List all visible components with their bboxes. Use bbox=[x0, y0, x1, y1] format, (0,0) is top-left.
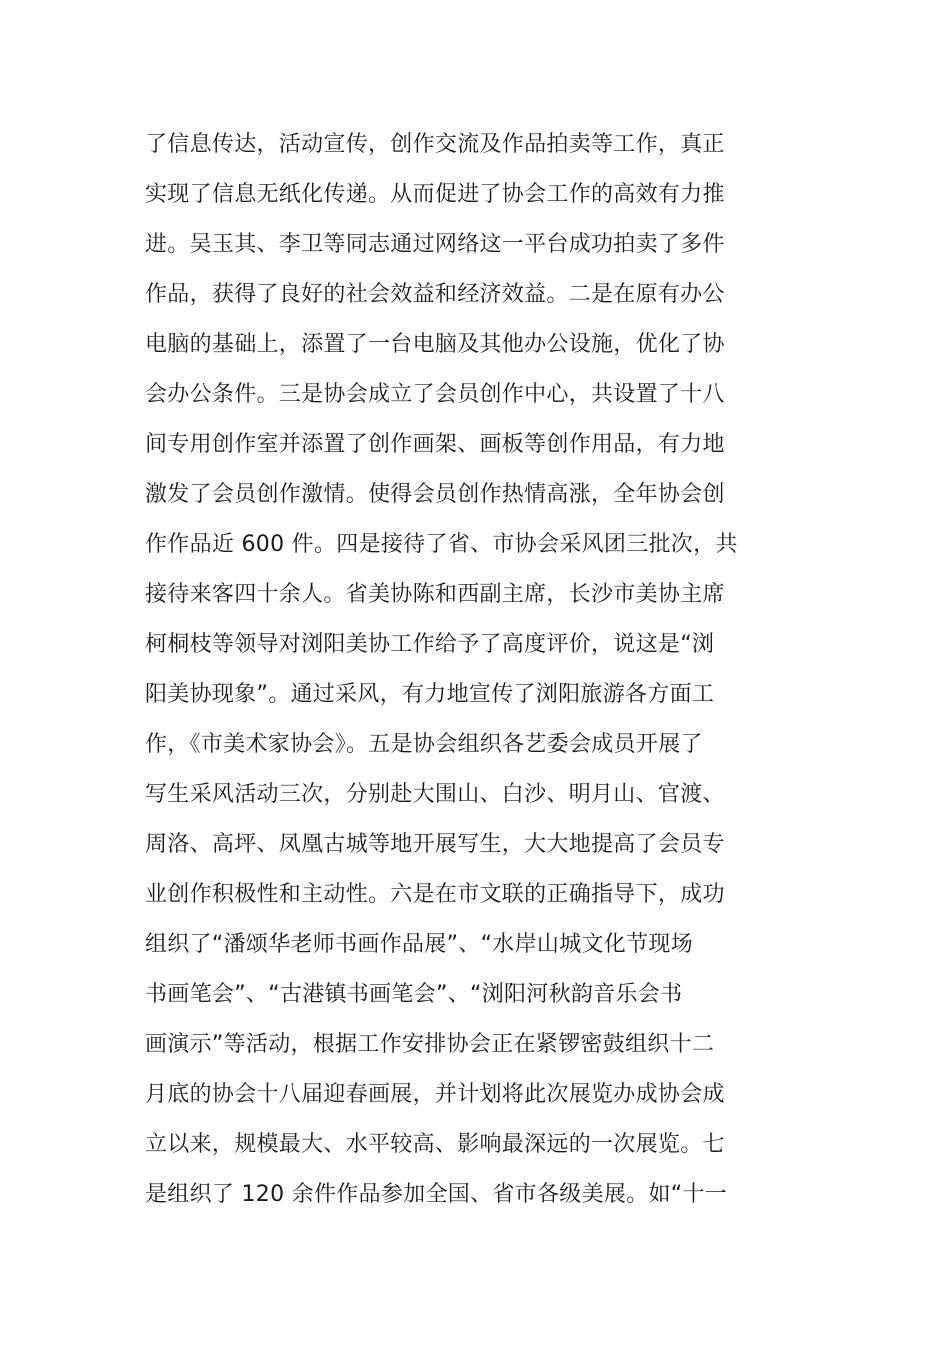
text-line: 实现了信息无纸化传递。从而促进了协会工作的高效有力推 bbox=[145, 182, 725, 207]
text-line: 作品，获得了良好的社会效益和经济效益。二是在原有办公 bbox=[145, 282, 725, 307]
text-line: 书画笔会”、“古港镇书画笔会”、“浏阳河秋韵音乐会书 bbox=[145, 982, 683, 1007]
text-line: 立以来，规模最大、水平较高、影响最深远的一次展览。七 bbox=[145, 1132, 725, 1157]
body-text bbox=[145, 120, 785, 1220]
text-line: 周洛、高坪、凤凰古城等地开展写生，大大地提高了会员专 bbox=[145, 832, 725, 857]
text-line: 写生采风活动三次，分别赴大围山、白沙、明月山、官渡、 bbox=[145, 782, 725, 807]
text-line: 作，《市美术家协会》。五是协会组织各艺委会成员开展了 bbox=[145, 732, 703, 757]
text-line: 间专用创作室并添置了创作画架、画板等创作用品，有力地 bbox=[145, 432, 725, 457]
text-line: 月底的协会十八届迎春画展，并计划将此次展览办成协会成 bbox=[145, 1082, 725, 1107]
text-line: 电脑的基础上，添置了一台电脑及其他办公设施，优化了协 bbox=[145, 332, 725, 357]
text-line: 是组织了 120 余件作品参加全国、省市各级美展。如“十一 bbox=[145, 1182, 728, 1207]
text-line: 了信息传达，活动宣传，创作交流及作品拍卖等工作，真正 bbox=[145, 132, 725, 157]
text-line: 阳美协现象”。通过采风，有力地宣传了浏阳旅游各方面工 bbox=[145, 682, 715, 707]
text-line: 接待来客四十余人。省美协陈和西副主席，长沙市美协主席 bbox=[145, 582, 725, 607]
text-line: 激发了会员创作激情。使得会员创作热情高涨，全年协会创 bbox=[145, 482, 725, 507]
text-line: 业创作积极性和主动性。六是在市文联的正确指导下，成功 bbox=[145, 882, 725, 907]
text-line: 组织了“潘颂华老师书画作品展”、“水岸山城文化节现场 bbox=[145, 932, 693, 957]
text-line: 画演示”等活动，根据工作安排协会正在紧锣密鼓组织十二 bbox=[145, 1032, 715, 1057]
text-line: 作作品近 600 件。四是接待了省、市协会采风团三批次，共 bbox=[145, 532, 738, 557]
text-line: 进。吴玉其、李卫等同志通过网络这一平台成功拍卖了多件 bbox=[145, 232, 725, 257]
text-line: 会办公条件。三是协会成立了会员创作中心，共设置了十八 bbox=[145, 382, 725, 407]
text-line: 柯桐枝等领导对浏阳美协工作给予了高度评价，说这是“浏 bbox=[145, 632, 715, 657]
